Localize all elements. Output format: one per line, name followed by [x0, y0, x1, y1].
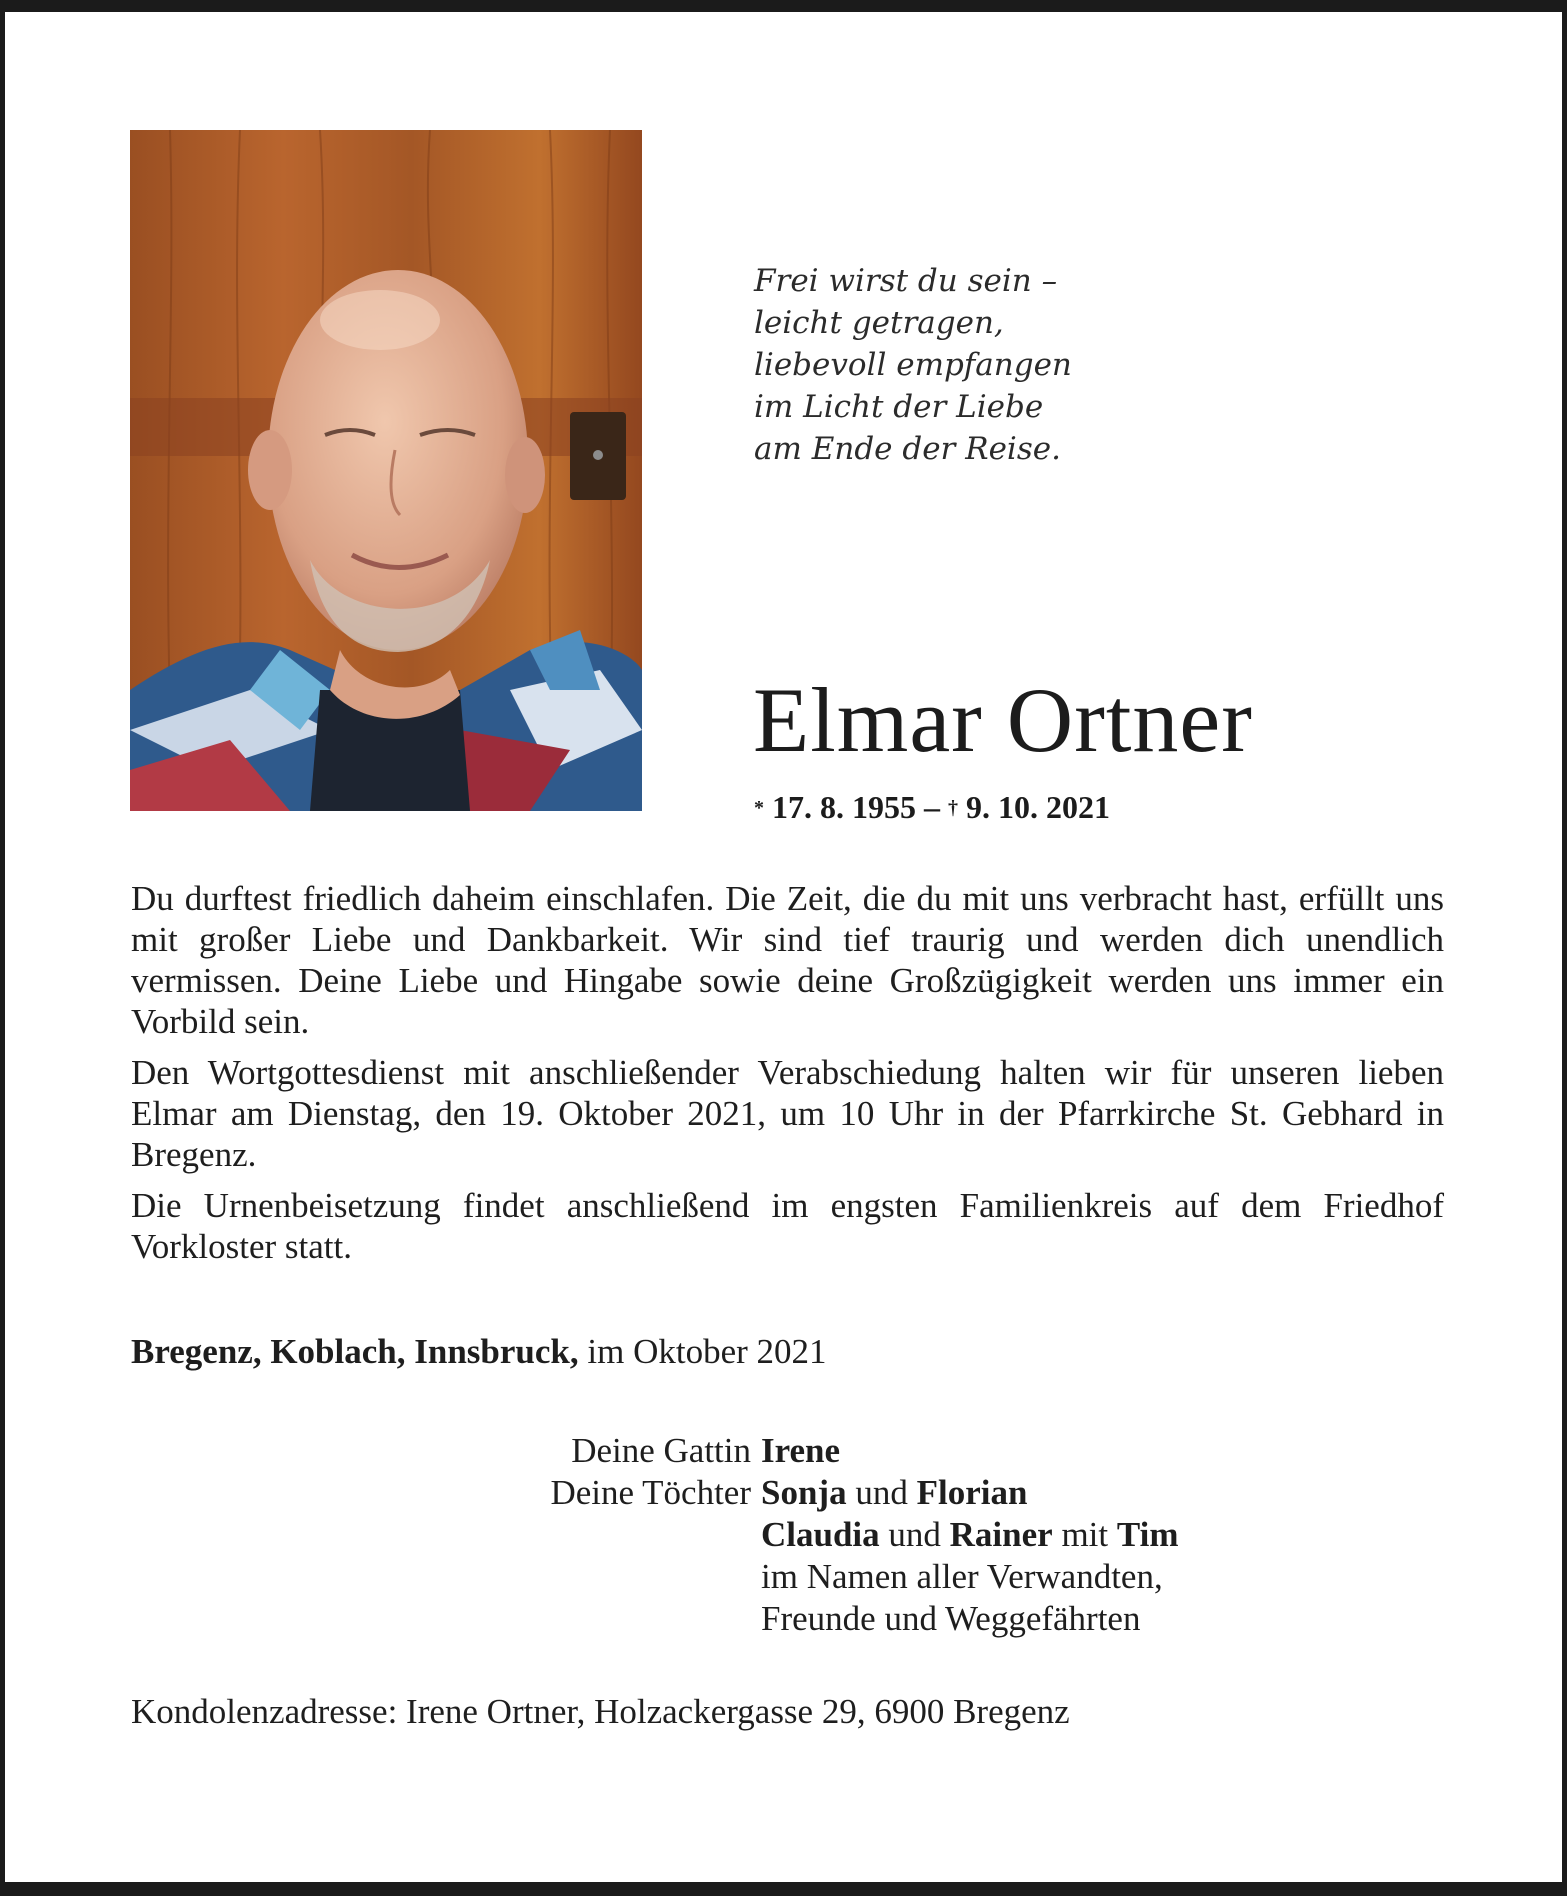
death-date: 9. 10. 2021 — [966, 789, 1110, 825]
connector: und — [888, 1515, 941, 1554]
death-symbol: † — [948, 797, 958, 819]
mourner-label — [131, 1556, 761, 1598]
closing-line: im Namen aller Verwandten, — [761, 1557, 1163, 1596]
birth-date: 17. 8. 1955 — [772, 789, 916, 825]
date-separator: – — [924, 789, 940, 825]
mourner-label: Deine Gattin — [571, 1431, 751, 1470]
connector: mit — [1061, 1515, 1109, 1554]
birth-symbol: * — [754, 797, 764, 819]
daughter-name: Claudia — [761, 1515, 880, 1554]
deceased-name: Elmar Ortner — [753, 669, 1253, 771]
mourner-row — [131, 1472, 1444, 1514]
grandchild-name: Tim — [1116, 1515, 1179, 1554]
poem-line: leicht getragen, — [754, 305, 1004, 341]
life-dates — [754, 789, 1110, 826]
mourner-names — [761, 1472, 1027, 1514]
portrait-photo — [130, 130, 642, 811]
place-and-date — [131, 1332, 827, 1372]
place-cities: Bregenz, Koblach, Innsbruck, — [131, 1332, 579, 1371]
poem-line: Frei wirst du sein – — [754, 263, 1058, 299]
place-date: im Oktober 2021 — [587, 1332, 827, 1371]
condolence-address: Kondolenzadresse: Irene Ortner, Holzackergasse 29, 6900 Bregenz — [131, 1692, 1070, 1731]
mourner-label — [131, 1514, 761, 1556]
paragraph: Den Wortgottesdienst mit anschließender Verabschiedung halten wir für unseren lieben Elmar am Dienstag, den 19. Oktober 2021, um 10 Uhr in der Pfarrkirche St. Gebhard in Bregenz. — [131, 1053, 1444, 1174]
paragraph: Die Urnenbeisetzung findet anschließend im engsten Familienkreis auf dem Friedhof Vorkloster statt. — [131, 1186, 1444, 1266]
daughter-name: Sonja — [761, 1473, 847, 1512]
mourner-names — [761, 1514, 1178, 1556]
spouse-name: Irene — [761, 1431, 841, 1470]
mourner-label: Deine Töchter — [550, 1473, 751, 1512]
mourner-row — [131, 1598, 1444, 1640]
mourner-names — [761, 1430, 840, 1472]
partner-name: Florian — [916, 1473, 1028, 1512]
mourner-label — [131, 1598, 761, 1640]
closing-line: Freunde und Weggefährten — [761, 1599, 1141, 1638]
partner-name: Rainer — [949, 1515, 1053, 1554]
paragraph: Du durftest friedlich daheim einschlafen. Die Zeit, die du mit uns verbracht hast, erfüllt uns mit großer Liebe und Dankbarkeit. Wir sind tief traurig und werden dich unendlich vermissen. Deine Liebe und Hingabe sowie deine Großzügigkeit werden uns immer ein Vorbild sein. — [131, 879, 1444, 1041]
mourner-row — [131, 1556, 1444, 1598]
poem-line: liebevoll empfangen — [754, 347, 1072, 383]
mourner-row — [131, 1430, 1444, 1472]
poem — [754, 260, 1072, 470]
poem-line: im Licht der Liebe — [754, 389, 1044, 425]
connector: und — [855, 1473, 908, 1512]
obituary-text — [131, 878, 1444, 1277]
mourner-row — [131, 1514, 1444, 1556]
mourners-list — [131, 1430, 1444, 1640]
poem-line: am Ende der Reise. — [754, 431, 1061, 467]
